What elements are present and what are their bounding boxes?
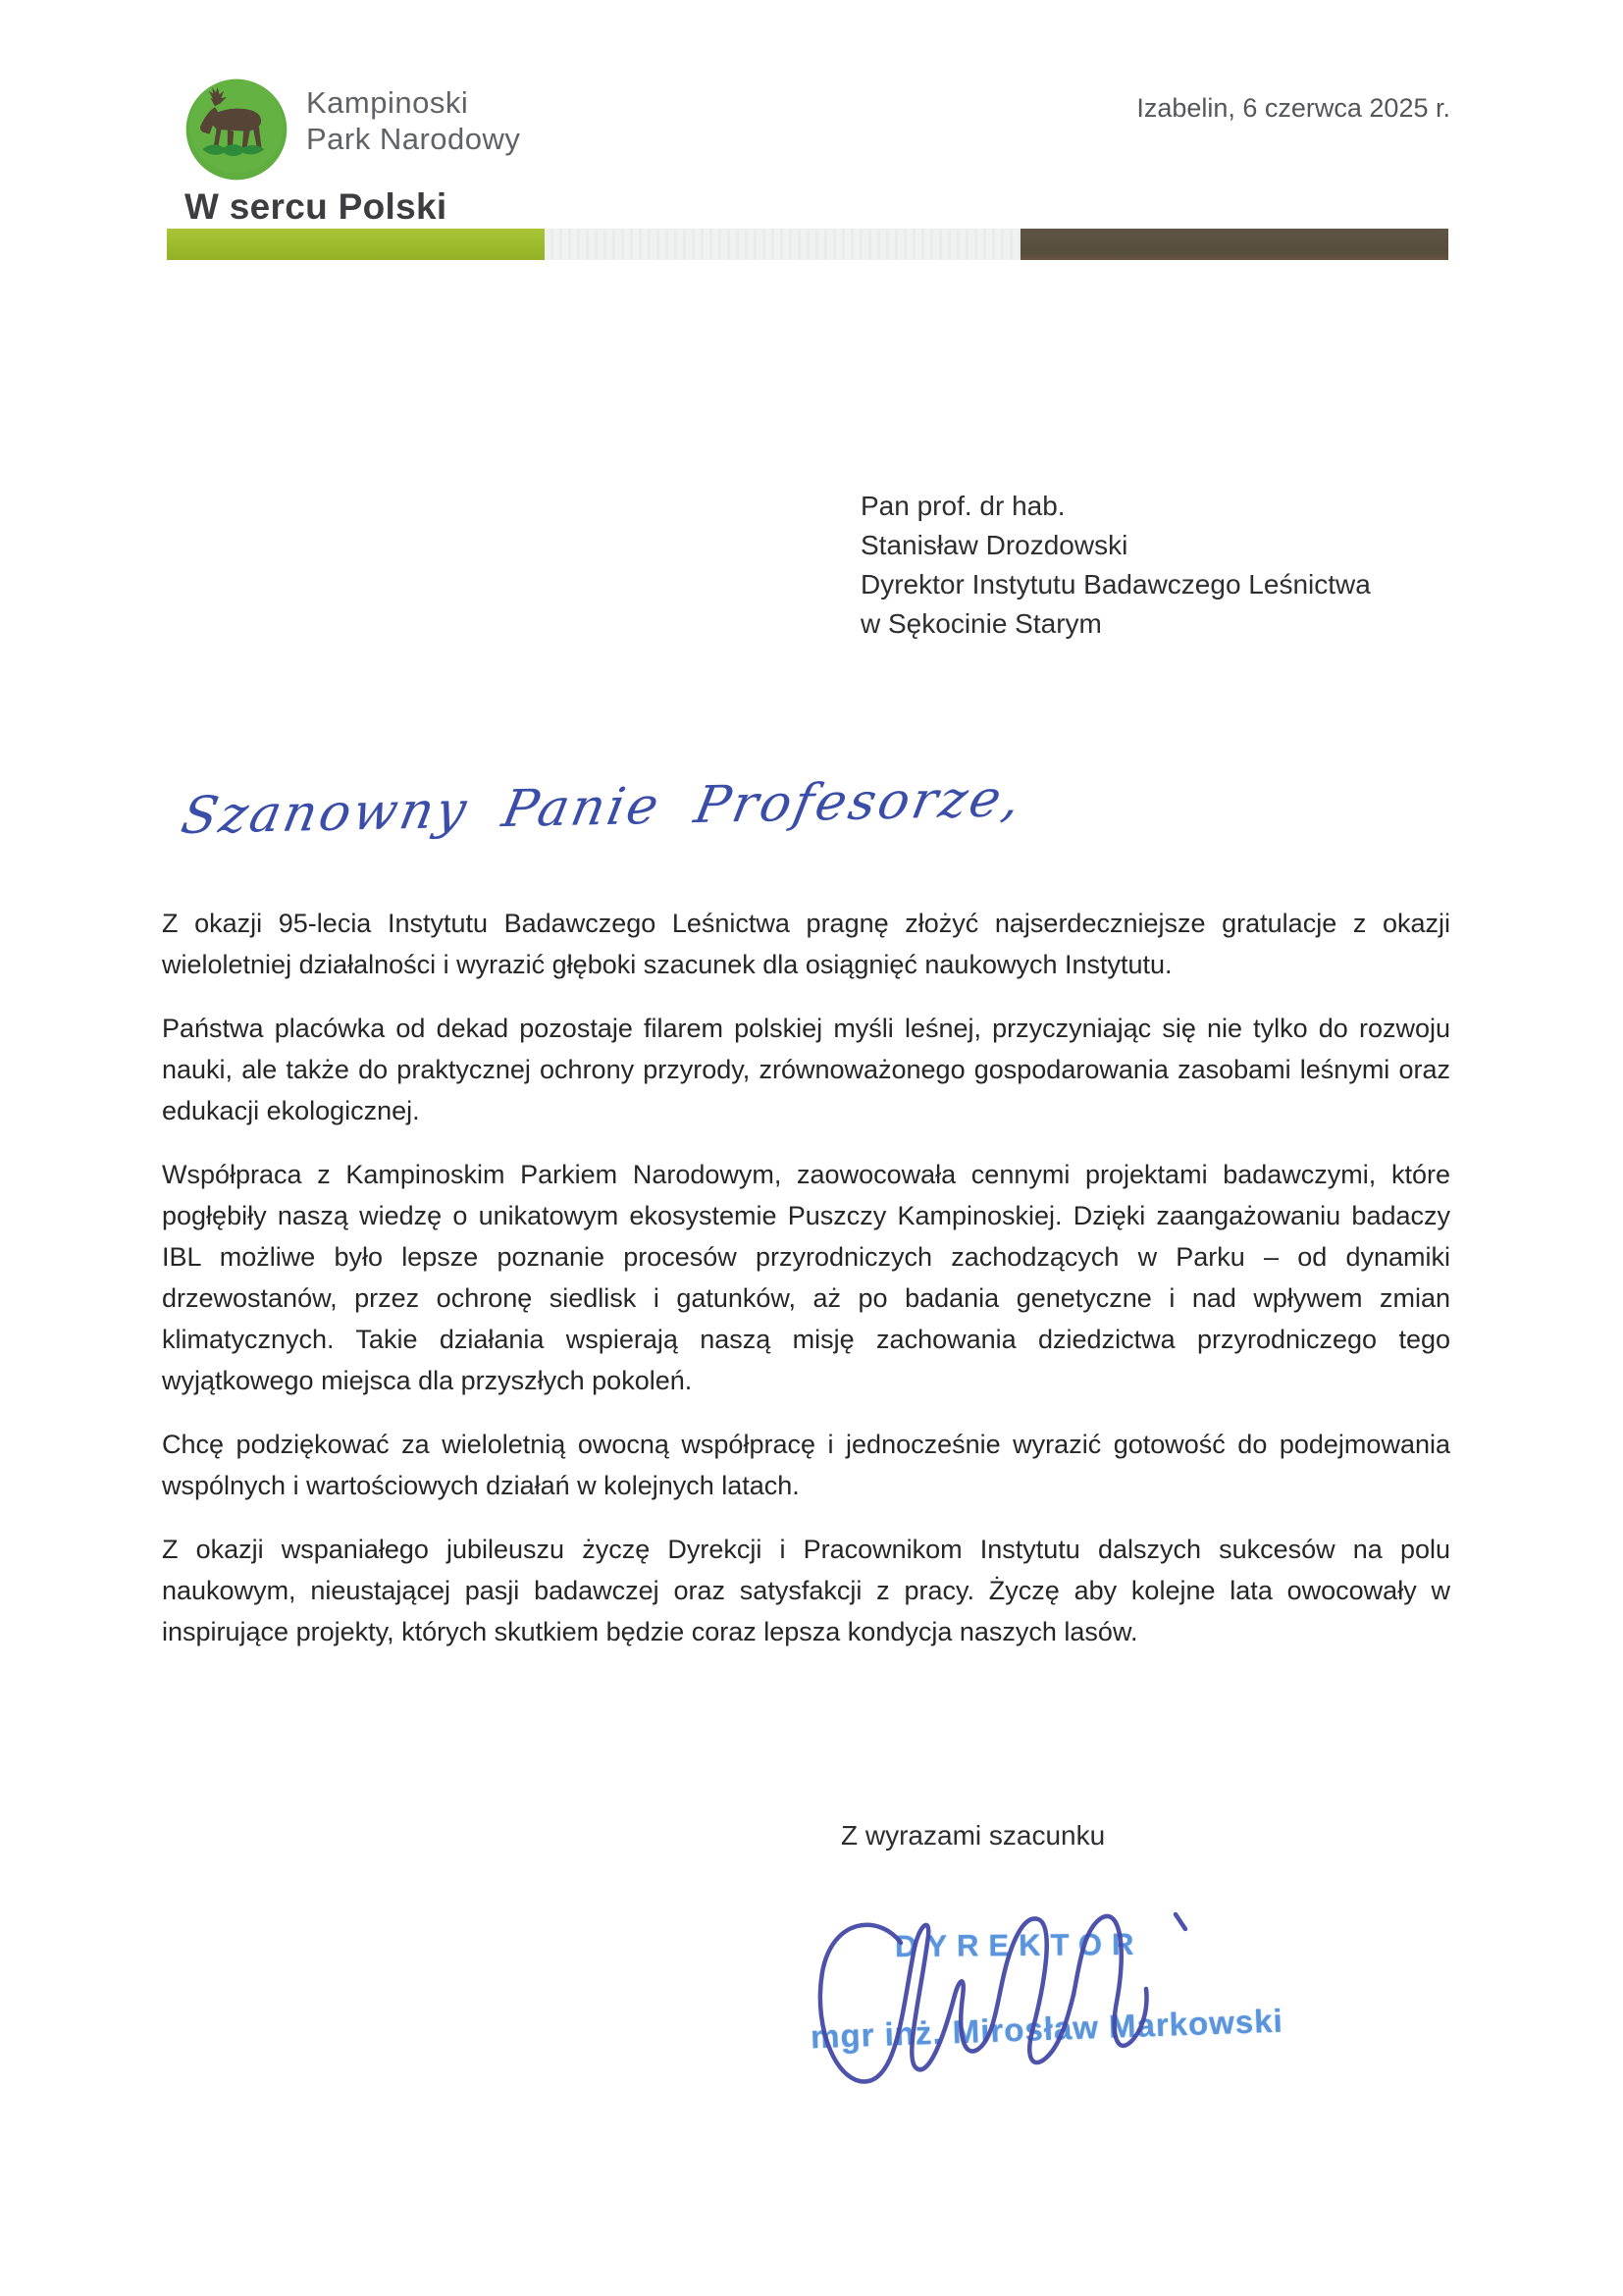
stamp-name: mgr inż. Mirosław Markowski (810, 2002, 1284, 2056)
org-tagline: W sercu Polski (184, 186, 447, 227)
bar-segment-light (545, 229, 1021, 260)
bar-segment-green (167, 229, 545, 260)
paragraph-3: Współpraca z Kampinoskim Parkiem Narodowym, zaowocowała cennymi projektami badawczymi, które pogłębiły naszą wiedzę o unikatowym ekosystemie Puszczy Kampinoskiej. Dzięki zaangażowaniu badaczy IBL możliwe było lepsze poznanie procesów przyrodniczych zachodzących w Parku – od dynamiki drzewostanów, przez ochronę siedlisk i gatunków, aż po badania genetyczne i nad wpływem zmian klimatycznych. Takie działania wspierają naszą misję zachowania dziedzictwa przyrodniczego tego wyjątkowego miejsca dla przyszłych pokoleń. (162, 1160, 1450, 1395)
bar-segment-brown (1021, 229, 1448, 260)
recipient-line-3: Dyrektor Instytutu Badawczego Leśnictwa (861, 569, 1371, 600)
signature-area (785, 1889, 1284, 2124)
recipient-line-4: w Sękocinie Starym (861, 608, 1102, 639)
org-name-line1: Kampinoski (306, 85, 469, 120)
handwritten-signature-icon (785, 1889, 1236, 2124)
closing-phrase: Z wyrazami szacunku (841, 1820, 1106, 1851)
recipient-block (861, 487, 1371, 644)
recipient-line-2: Stanisław Drozdowski (861, 530, 1128, 560)
paragraph-1: Z okazji 95-lecia Instytutu Badawczego Leśnictwa pragnę złożyć najserdeczniejsze gratulacje z okazji wieloletniej działalności i wyrazić głęboki szacunek dla osiągnięć naukowych Instytutu. (162, 909, 1450, 979)
park-logo-moose-icon (183, 75, 290, 184)
handwritten-salutation: Szanowny Panie Profesorze, (177, 769, 1028, 846)
letter-date: Izabelin, 6 czerwca 2025 r. (1136, 93, 1450, 123)
paragraph-2: Państwa placówka od dekad pozostaje filarem polskiej myśli leśnej, przyczyniając się nie tylko do rozwoju nauki, ale także do praktycznej ochrony przyrody, zrównoważonego gospodarowania zasobami leśnymi oraz edukacji ekologicznej. (162, 1014, 1450, 1125)
recipient-line-1: Pan prof. dr hab. (861, 491, 1066, 521)
org-name-line2: Park Narodowy (306, 122, 521, 156)
org-name (306, 84, 520, 157)
paragraph-4: Chcę podziękować za wieloletnią owocną współpracę i jednocześnie wyrazić gotowość do podejmowania wspólnych i wartościowych działań w kolejnych latach. (162, 1430, 1450, 1500)
stamp-title: DYREKTOR (894, 1926, 1144, 1964)
letter-body (162, 903, 1450, 1675)
decorative-color-bar (167, 229, 1448, 260)
paragraph-5: Z okazji wspaniałego jubileuszu życzę Dyrekcji i Pracownikom Instytutu dalszych sukcesów na polu naukowym, nieustającej pasji badawczej oraz satysfakcji z pracy. Życzę aby kolejne lata owocowały w inspirujące projekty, których skutkiem będzie coraz lepsza kondycja naszych lasów. (162, 1535, 1450, 1646)
